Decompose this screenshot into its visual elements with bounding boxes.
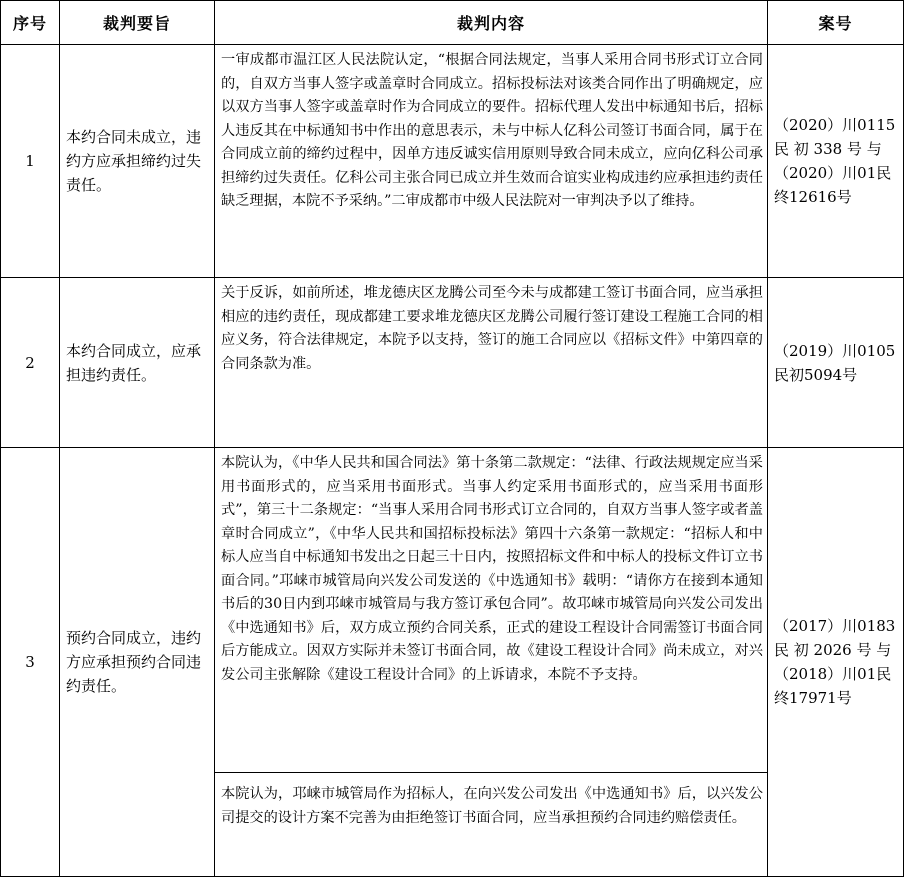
row-content-text: 本院认为，《中华人民共和国合同法》第十条第二款规定：“法律、行政法规规定应当采用书面形式的，应当采用书面形式。当事人约定采用书面形式的，应当采用书面形式”，第三十二条规定：“当事人采用合同书形式订立合同的，自双方当事人签字或者盖章时合同成立”，《中华人民共和国招标投标法》第四十六条第一款规定：“招标人和中标人应当自中标通知书发出之日起三十日内，按照招标文件和中标人的投标文件订立书面合同。”邛崃市城管局向兴发公司发送的《中选通知书》载明：“请你方在接到本通知书后的30日内到邛崃市城管局与我方签订承包合同”。故邛崃市城管局向兴发公司发出《中选通知书》后，双方成立预约合同关系，正式的建设工程设计合同需签订书面合同后方能成立。因双方实际并未签订书面合同，故《建设工程设计合同》尚未成立，对兴发公司主张解除《建设工程设计合同》的上诉请求，本院不予支持。 — [221, 455, 763, 683]
row-seq: 2 — [1, 278, 60, 448]
row-seq: 3 — [1, 448, 60, 877]
header-gist: 裁判要旨 — [60, 1, 215, 45]
row-content-text: 关于反诉，如前所述，堆龙德庆区龙腾公司至今未与成都建工签订书面合同，应当承担相应的违约责任，现成都建工要求堆龙德庆区龙腾公司履行签订建设工程施工合同的相应义务，符合法律规定，本院予以支持，签订的施工合同应以《招标文件》中第四章的合同条款为准。 — [221, 285, 763, 372]
row-content-2-text: 本院认为，邛崃市城管局作为招标人，在向兴发公司发出《中选通知书》后，以兴发公司提交的设计方案不完善为由拒绝签订书面合同，应当承担预约合同违约赔偿责任。 — [221, 786, 763, 826]
row-content — [215, 448, 768, 773]
row-case-no: （2019）川0105民初5094号 — [768, 278, 904, 448]
row-case-no: （2020）川0115民 初 338 号 与（2020）川01民终12616号 — [768, 45, 904, 278]
header-seq: 序号 — [1, 1, 60, 45]
table-row — [1, 278, 904, 448]
row-content-text: 一审成都市温江区人民法院认定，“根据合同法规定，当事人采用合同书形式订立合同的，自双方当事人签字或盖章时合同成立。招标投标法对该类合同作出了明确规定，应以双方当事人签字或盖章时作为合同成立的要件。招标代理人发出中标通知书后，招标人违反其在中标通知书中作出的意思表示，未与中标人亿科公司签订书面合同，属于在合同成立前的缔约过程中，因单方违反诚实信用原则导致合同未成立，应向亿科公司承担缔约过失责任。亿科公司主张合同已成立并生效而合谊实业构成违约应承担违约责任缺乏理据，本院不予采纳。”二审成都市中级人民法院对一审判决予以了维持。 — [221, 52, 763, 209]
table-row — [1, 448, 904, 773]
row-seq: 1 — [1, 45, 60, 278]
row-gist: 本约合同未成立，违约方应承担缔约过失责任。 — [60, 45, 215, 278]
row-gist: 预约合同成立，违约方应承担预约合同违约责任。 — [60, 448, 215, 877]
header-case-no: 案号 — [768, 1, 904, 45]
row-content-2 — [215, 773, 768, 877]
row-content — [215, 278, 768, 448]
row-content — [215, 45, 768, 278]
header-row — [1, 1, 904, 45]
row-gist: 本约合同成立，应承担违约责任。 — [60, 278, 215, 448]
header-content: 裁判内容 — [215, 1, 768, 45]
row-case-no: （2017）川0183民 初 2026 号 与（2018）川01民终17971号 — [768, 448, 904, 877]
table-row — [1, 45, 904, 278]
